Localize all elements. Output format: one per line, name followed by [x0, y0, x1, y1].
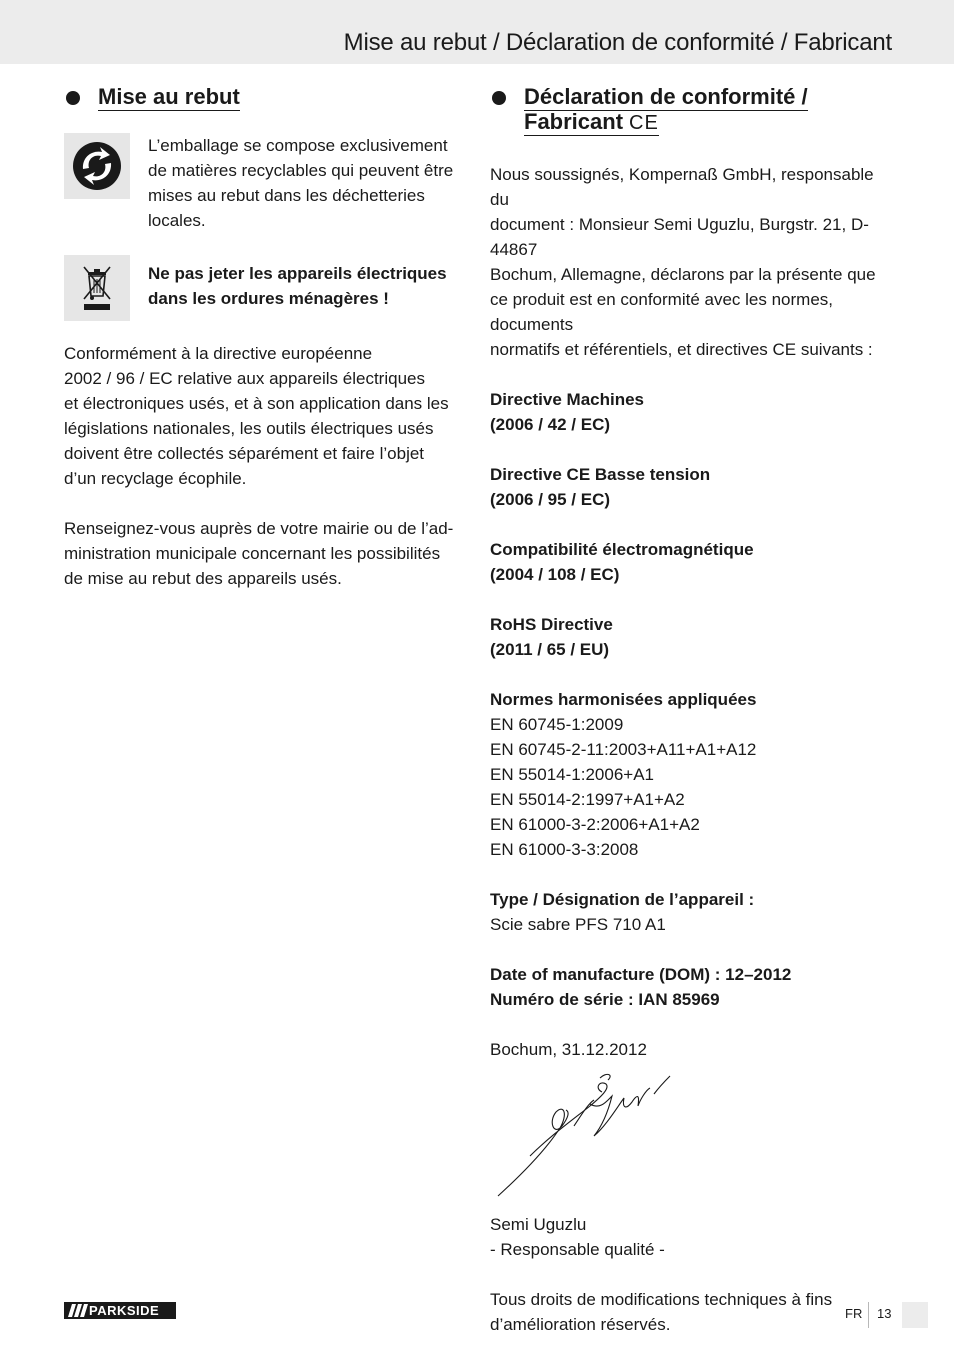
- text-line: législations nationales, les outils électriques usés: [64, 419, 434, 438]
- text-line: Ne pas jeter les appareils électriques: [148, 264, 447, 283]
- text-line: d’un recyclage écophile.: [64, 469, 247, 488]
- page-title: Mise au rebut / Déclaration de conformité / Fabricant: [343, 29, 892, 56]
- text-line: document : Monsieur Semi Uguzlu, Burgstr. 21, D-44867: [490, 215, 869, 259]
- text-line: locales.: [148, 211, 206, 230]
- bullet-icon: [66, 91, 80, 105]
- norm-item: EN 61000-3-3:2008: [490, 840, 639, 859]
- text-line: L’emballage se compose exclusivement: [148, 136, 448, 155]
- text-line: mises au rebut dans les déchetteries: [148, 186, 425, 205]
- text-line: normatifs et référentiels, et directives CE suivants :: [490, 340, 873, 359]
- right-column: [490, 84, 894, 1337]
- directive-item: [490, 462, 894, 512]
- directive-name: Compatibilité électromagnétique: [490, 540, 754, 559]
- text-line: doivent être collectés séparément et faire l’objet: [64, 444, 425, 463]
- disposal-heading-text: Mise au rebut: [98, 84, 240, 109]
- text-line: ce produit est en conformité avec les normes, documents: [490, 290, 833, 334]
- crossed-bin-icon: [64, 255, 130, 321]
- parkside-logo: [64, 1302, 176, 1319]
- text-line: Nous soussignés, Kompernaß GmbH, responsable du: [490, 165, 874, 209]
- directive-item: [490, 387, 894, 437]
- norm-item: EN 55014-1:2006+A1: [490, 765, 654, 784]
- signer-name: Semi Uguzlu: [490, 1215, 587, 1234]
- declaration-intro: [490, 162, 894, 362]
- logo-text: PARKSIDE: [89, 1303, 160, 1318]
- directive-name: Directive Machines: [490, 390, 645, 409]
- disposal-heading: [64, 84, 462, 109]
- left-column: [64, 84, 462, 591]
- directive-code: (2006 / 42 / EC): [490, 415, 611, 434]
- closing-note: [490, 1287, 894, 1337]
- directive-name: Directive CE Basse tension: [490, 465, 711, 484]
- weee-paragraph: [64, 341, 462, 491]
- text-line: Bochum, Allemagne, déclarons par la présente que: [490, 265, 876, 284]
- recycle-icon: [64, 133, 130, 199]
- norms-title: Normes harmonisées appliquées: [490, 690, 757, 709]
- bullet-icon: [492, 91, 506, 105]
- norms-block: [490, 687, 894, 862]
- directive-code: (2011 / 65 / EU): [490, 640, 610, 659]
- type-label: Type / Désignation de l’appareil :: [490, 890, 755, 909]
- declaration-heading-line2: Fabricant CE: [524, 109, 659, 134]
- recycle-text: [148, 133, 462, 233]
- signature-image: [490, 1066, 690, 1206]
- municipal-paragraph: [64, 516, 462, 591]
- weee-warning: [148, 261, 462, 311]
- text-line: Conformément à la directive européenne: [64, 344, 373, 363]
- language-code: FR: [845, 1306, 863, 1321]
- declaration-heading-line1: Déclaration de conformité /: [524, 84, 808, 109]
- page-number: 13: [877, 1306, 892, 1321]
- text-line: 2002 / 96 / EC relative aux appareils électriques: [64, 369, 425, 388]
- norm-item: EN 61000-3-2:2006+A1+A2: [490, 815, 700, 834]
- directive-code: (2006 / 95 / EC): [490, 490, 611, 509]
- text-line: et électroniques usés, et à son application dans les: [64, 394, 449, 413]
- device-type: [490, 887, 894, 937]
- text-line: de mise au rebut des appareils usés.: [64, 569, 342, 588]
- footer-tab: [902, 1302, 928, 1328]
- page-header: [0, 0, 954, 64]
- directive-name: RoHS Directive: [490, 615, 613, 634]
- text-line: Tous droits de modifications techniques à fins: [490, 1290, 833, 1309]
- logo-stripes-icon: [64, 1302, 88, 1319]
- type-value: Scie sabre PFS 710 A1: [490, 915, 666, 934]
- weee-block: [64, 255, 462, 321]
- signer-role: - Responsable qualité -: [490, 1240, 665, 1259]
- manufacture-info: [490, 962, 894, 1012]
- text-line: Renseignez-vous auprès de votre mairie ou de l’ad-: [64, 519, 454, 538]
- text-line: ministration municipale concernant les possibilités: [64, 544, 441, 563]
- directive-item: [490, 612, 894, 662]
- declaration-heading: [490, 84, 894, 136]
- text-line: d’amélioration réservés.: [490, 1315, 671, 1334]
- footer-divider: [868, 1302, 869, 1328]
- text-line: dans les ordures ménagères !: [148, 289, 389, 308]
- text-line: de matières recyclables qui peuvent être: [148, 161, 454, 180]
- date-of-manufacture: Date of manufacture (DOM) : 12–2012: [490, 965, 792, 984]
- norm-item: EN 60745-2-11:2003+A11+A1+A12: [490, 740, 757, 759]
- place-date: Bochum, 31.12.2012: [490, 1040, 647, 1059]
- norm-item: EN 55014-2:1997+A1+A2: [490, 790, 685, 809]
- recycle-block: [64, 136, 462, 242]
- directive-item: [490, 537, 894, 587]
- directive-code: (2004 / 108 / EC): [490, 565, 620, 584]
- norm-item: EN 60745-1:2009: [490, 715, 624, 734]
- serial-number: Numéro de série : IAN 85969: [490, 990, 720, 1009]
- ce-mark-icon: CE: [629, 112, 659, 134]
